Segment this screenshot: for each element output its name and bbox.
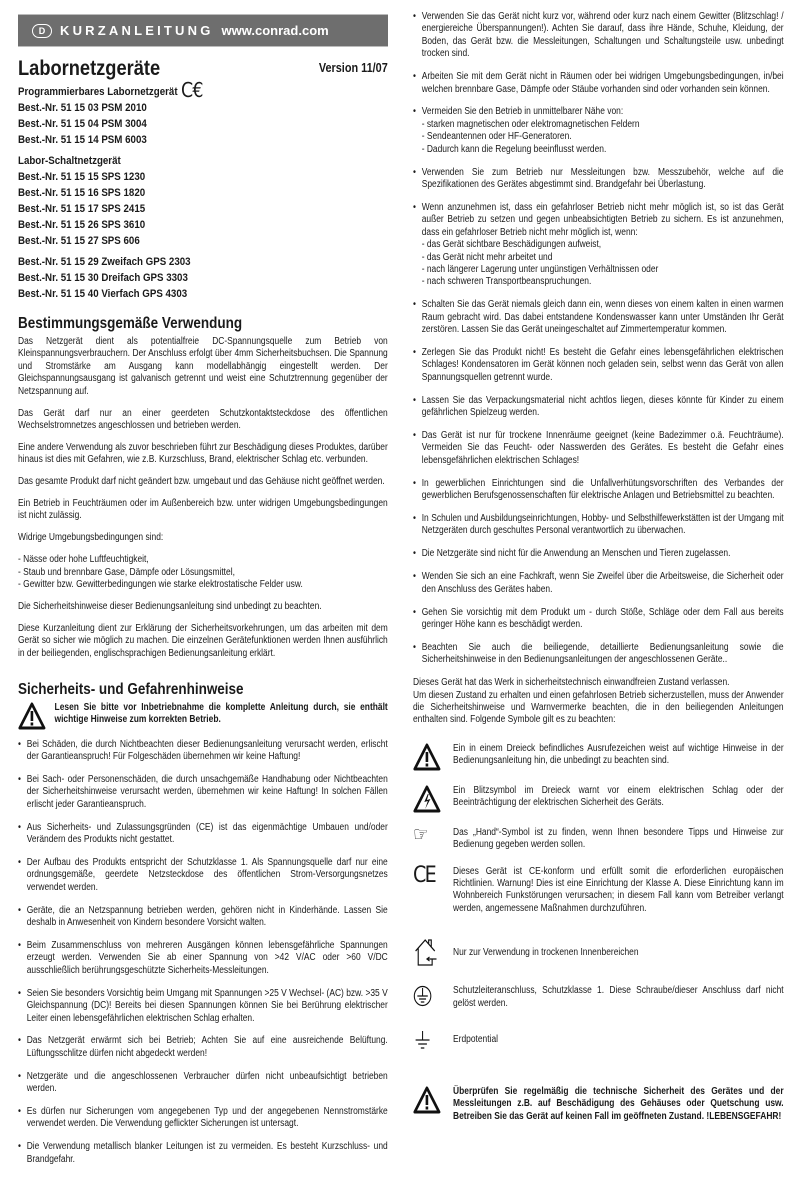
indoor-house-icon bbox=[413, 937, 439, 967]
safety-bullet: • Die Netzgeräte sind nicht für die Anwendung an Menschen und Tieren zugelassen. bbox=[413, 548, 784, 560]
closing-text: Dieses Gerät hat das Werk in sicherheitstechnisch einwandfreien Zustand verlassen. Um diesen Zustand zu erhalten und einen gefahrlosen Betrieb sicherzustellen, muss der Anwender die Sicherheitshinweise und Warnvermerke beachten, die in den beiliegenden Anleitungen enthalten sind. Folgende Symbole gilt es zu beachten: bbox=[413, 677, 784, 726]
header-url: www.conrad.com bbox=[221, 23, 329, 38]
paragraph: Widrige Umgebungsbedingungen sind: bbox=[18, 532, 164, 544]
safety-bullet: • Vermeiden Sie den Betrieb in unmittelbarer Nähe von: - starken magnetischen oder elektromagnetischen Feldern - Sendeantennen oder HF-Generatoren. - Dadurch kann die Regelung beeinflusst werden. bbox=[413, 106, 784, 156]
product-number: Best.-Nr. 51 15 26 SPS 3610 bbox=[18, 219, 146, 231]
safety-bullet: • Gehen Sie vorsichtig mit dem Produkt um - durch Stöße, Schläge oder dem Fall aus bereits geringer Höhe kann es beschädigt werden. bbox=[413, 607, 784, 632]
product-number: Best.-Nr. 51 15 15 SPS 1230 bbox=[18, 171, 146, 183]
safety-bullet: • Lassen Sie das Verpackungsmaterial nicht achtlos liegen, dieses könnte für Kinder zu einem gefährlichen Spielzeug werden. bbox=[413, 395, 784, 420]
symbol-description: Dieses Gerät ist CE-konform und erfüllt somit die erforderlichen europäischen Richtlinien. Warnung! Dies ist eine Einrichtung der Klasse A. Diese Einrichtung kann im Wohnbereich Funkstörungen verursachen; in diesem Fall kann vom Betreiber verlangt werden, angemessene Maßnahmen durchzuführen. bbox=[453, 865, 784, 914]
symbol-description: Erdpotential bbox=[453, 1034, 499, 1046]
exclamation-triangle-icon bbox=[413, 743, 441, 771]
section-heading-intended-use: Bestimmungsgemäße Verwendung bbox=[18, 315, 243, 332]
language-badge: D bbox=[32, 24, 52, 38]
safety-bullet: • Verwenden Sie das Gerät nicht kurz vor, während oder kurz nach einem Gewitter (Blitzschlag! / energiereiche Überspannungen!). Achten Sie darauf, dass ihre Hände, Schuhe, Kleidung, der Boden, das Gerät bzw. die Messleitungen, Schaltungen und Schaltungsteile usw. unbedingt trocken sind. bbox=[413, 11, 784, 61]
ce-mark-icon: CE bbox=[413, 862, 435, 888]
product-number: Best.-Nr. 51 15 30 Dreifach GPS 3303 bbox=[18, 272, 188, 284]
paragraph: Die Sicherheitshinweise dieser Bedienungsanleitung sind unbedingt zu beachten. bbox=[18, 601, 322, 612]
symbol-row-earth bbox=[413, 1030, 784, 1050]
product-number: Best.-Nr. 51 15 03 PSM 2010 bbox=[18, 102, 147, 114]
group2-title: Labor-Schaltnetzgerät bbox=[18, 155, 121, 167]
safety-bullet: • Bei Schäden, die durch Nichtbeachten dieser Bedienungsanleitung verursacht werden, erlischt der Garantieanspruch! Für Folgeschäden übernehmen wir keine Haftung! bbox=[18, 739, 388, 764]
symbol-description: Das „Hand“-Symbol ist zu finden, wenn Ihnen besondere Tipps und Hinweise zur Bedienung gegeben werden sollen. bbox=[453, 826, 784, 851]
paragraph: Das Gerät darf nur an einer geerdeten Schutzkontaktsteckdose des öffentlichen Wechselstromnetzes angeschlossen und betrieben werden. bbox=[18, 407, 388, 431]
paragraph: Das Netzgerät dient als potentialfreie DC-Spannungsquelle zum Betrieb von Kleinspannungsverbrauchern. Der Anschluss erfolgt über 4mm Sicherheitsbuchsen. Die Spannung und Stromstärke am Ausgang kann modellabhängig eingestellt werden. Der Gleichspannungsausgang ist galvanisch getrennt und weist eine Schutztrennung gegenüber der Netzspannung auf. bbox=[18, 336, 388, 397]
safety-bullet: • In gewerblichen Einrichtungen sind die Unfallverhütungsvorschriften des Verbandes der gewerblichen Berufsgenossenschaften für elektrische Anlagen und Betriebsmittel zu beachten. bbox=[413, 478, 784, 503]
left-column bbox=[18, 56, 388, 1177]
safety-bullet: • Aus Sicherheits- und Zulassungsgründen (CE) ist das eigenmächtige Umbauen und/oder Verändern des Produkts nicht gestattet. bbox=[18, 822, 388, 847]
product-list bbox=[18, 78, 388, 302]
symbol-row-indoor bbox=[413, 937, 784, 967]
symbol-description: Ein in einem Dreieck befindliches Ausrufezeichen weist auf wichtige Hinweise in der Bedienungsanleitung hin, die unbedingt zu beachten sind. bbox=[453, 742, 784, 767]
ce-mark-icon: C€ bbox=[181, 78, 203, 102]
header-bar bbox=[18, 14, 388, 47]
product-number: Best.-Nr. 51 15 27 SPS 606 bbox=[18, 235, 140, 247]
symbol-row-lightning bbox=[413, 785, 784, 813]
version: Version 11/07 bbox=[318, 61, 388, 75]
product-number: Best.-Nr. 51 15 17 SPS 2415 bbox=[18, 203, 146, 215]
safety-bullet: • Bei Sach- oder Personenschäden, die durch unsachgemäße Handhabung oder Nichtbeachten der Sicherheitshinweise verursacht werden, übernehmen wir keine Haftung! In solchen Fällen erlischt jeder Garantieanspruch. bbox=[18, 774, 388, 811]
warning-triangle-icon bbox=[413, 1086, 441, 1114]
warning-triangle-icon bbox=[18, 702, 46, 730]
right-column bbox=[413, 11, 784, 1137]
symbol-description: Schutzleiteranschluss, Schutzklasse 1. Diese Schraube/dieser Anschluss darf nicht gelöst werden. bbox=[453, 985, 784, 1009]
lightning-triangle-icon bbox=[413, 785, 441, 813]
safety-bullet: • Wenn anzunehmen ist, dass ein gefahrloser Betrieb nicht mehr möglich ist, so ist das Gerät außer Betrieb zu setzen und gegen unbeabsichtigten Betrieb zu sichern. Es ist anzunehmen, dass ein gefahrloser Betrieb nicht mehr möglich ist, wenn: - das Gerät sichtbare Beschädigungen aufweist, - das Gerät nicht mehr arbeitet und - nach längerer Lagerung unter ungünstigen Verhältnissen oder - nach schweren Transportbeanspruchungen. bbox=[413, 202, 784, 289]
product-number: Best.-Nr. 51 15 16 SPS 1820 bbox=[18, 187, 146, 199]
section-heading-safety: Sicherheits- und Gefahrenhinweise bbox=[18, 680, 244, 698]
final-warning bbox=[413, 1086, 784, 1123]
safety-bullet: • Seien Sie besonders Vorsichtig beim Umgang mit Spannungen >25 V Wechsel- (AC) bzw. >35 V Gleichspannung (DC)! Bereits bei diesen Spannungen können Sie bei Berührung elektrischer Leiter einen lebensgefährlichen elektrischen Schlag erhalten. bbox=[18, 988, 388, 1025]
safety-bullet: • Es dürfen nur Sicherungen vom angegebenen Typ und der angegebenen Nennstromstärke verwendet werden. Die Verwendung geflickter Sicherungen ist untersagt. bbox=[18, 1106, 388, 1131]
page-title: Labornetzgeräte bbox=[18, 57, 161, 80]
hand-pointer-icon: ☞ bbox=[413, 821, 429, 846]
condition-item: - Nässe oder hohe Luftfeuchtigkeit, bbox=[18, 554, 149, 566]
safety-bullet: • Schalten Sie das Gerät niemals gleich dann ein, wenn dieses von einem kalten in einen warmen Raum gebracht wird. Das dabei entstandene Kondenswasser kann unter Umständen Ihr Gerät zerstören. Lassen Sie das Gerät uneingeschaltet auf Zimmertemperatur kommen. bbox=[413, 299, 784, 336]
warning-text: Lesen Sie bitte vor Inbetriebnahme die komplette Anleitung durch, sie enthält wichtige Hinweise zum korrekten Betrieb. bbox=[54, 701, 388, 726]
symbol-row-exclamation bbox=[413, 743, 784, 771]
paragraph: Das gesamte Produkt darf nicht geändert bzw. umgebaut und das Gehäuse nicht geöffnet werden. bbox=[18, 476, 385, 488]
product-number: Best.-Nr. 51 15 14 PSM 6003 bbox=[18, 134, 147, 146]
safety-bullet: • Wenden Sie sich an eine Fachkraft, wenn Sie Zweifel über die Arbeitsweise, die Sicherheit oder den Anschluss des Gerätes haben. bbox=[413, 571, 784, 596]
product-number: Best.-Nr. 51 15 40 Vierfach GPS 4303 bbox=[18, 288, 188, 300]
safety-bullet: • Arbeiten Sie mit dem Gerät nicht in Räumen oder bei widrigen Umgebungsbedingungen, in/bei welchen brennbare Gase, Dämpfe oder Stäube vorhanden sind oder vorhanden sein können. bbox=[413, 71, 784, 96]
product-number: Best.-Nr. 51 15 04 PSM 3004 bbox=[18, 118, 147, 130]
safety-bullet: • Geräte, die an Netzspannung betrieben werden, gehören nicht in Kinderhände. Lassen Sie deshalb in Anwesenheit von Kindern besondere Vorsicht walten. bbox=[18, 905, 388, 930]
protective-earth-icon bbox=[413, 985, 432, 1007]
safety-bullet: • Beim Zusammenschluss von mehreren Ausgängen können lebensgefährliche Spannungen erzeugt werden. Verwenden Sie ab einer Spannung von >42 V/AC oder >60 V/DC ausschließlich berührungsgeschützte Sicherheits-Messleitungen. bbox=[18, 940, 388, 977]
paragraph: Diese Kurzanleitung dient zur Erklärung der Sicherheitsvorkehrungen, um das arbeiten mit dem Gerät so sicher wie möglich zu machen. Die einzelnen Gerätefunktionen werden Ihnen ausführlich in der beiliegenden, englischsprachigen Bedienungsanleitung erklärt. bbox=[18, 622, 388, 659]
condition-item: - Staub und brennbare Gase, Dämpfe oder Lösungsmittel, bbox=[18, 566, 235, 578]
final-warning-text: Überprüfen Sie regelmäßig die technische Sicherheit des Gerätes und der Messleitungen z.B. auf Beschädigung des Gehäuses oder Quetschung usw. Betreiben Sie das Gerät auf keinen Fall im geöffneten Zustand. !LEBENSGEFAHR! bbox=[453, 1086, 784, 1122]
symbol-row-hand bbox=[413, 821, 784, 852]
condition-item: - Gewitter bzw. Gewitterbedingungen wie starke elektrostatische Felder usw. bbox=[18, 579, 303, 591]
safety-bullet: • Beachten Sie auch die beiliegende, detaillierte Bedienungsanleitung sowie die Sicherheitshinweise in den Bedienungsanleitungen der angeschlossenen Geräte.. bbox=[413, 642, 784, 667]
safety-bullet: • In Schulen und Ausbildungseinrichtungen, Hobby- und Selbsthilfewerkstätten ist der Umgang mit Netzgeräten durch geschultes Personal verantwortlich zu überwachen. bbox=[413, 513, 784, 538]
symbol-description: Ein Blitzsymbol im Dreieck warnt vor einem elektrischen Schlag oder der Beeinträchtigung der elektrischen Sicherheit des Geräts. bbox=[453, 784, 784, 809]
symbol-description: Nur zur Verwendung in trockenen Innenbereichen bbox=[453, 947, 639, 959]
header-label: KURZANLEITUNG bbox=[60, 23, 214, 38]
paragraph: Eine andere Verwendung als zuvor beschrieben führt zur Beschädigung dieses Produktes, darüber hinaus ist dies mit Gefahren, wie z.B. Kurzschluss, Brand, elektrischer Schlag etc. verbunden. bbox=[18, 441, 388, 466]
symbol-row-ce bbox=[413, 862, 784, 916]
product-number: Best.-Nr. 51 15 29 Zweifach GPS 2303 bbox=[18, 256, 191, 268]
warning-box bbox=[18, 702, 388, 730]
safety-bullet: • Das Netzgerät erwärmt sich bei Betrieb; Achten Sie auf eine ausreichende Belüftung. Lüftungsschlitze dürfen nicht abgedeckt werden! bbox=[18, 1035, 388, 1060]
group1-title: Programmierbares Labornetzgerät bbox=[18, 86, 178, 98]
symbol-row-protective-earth bbox=[413, 985, 784, 1010]
safety-bullet: • Zerlegen Sie das Produkt nicht! Es besteht die Gefahr eines lebensgefährlichen elektrischen Schlages! Kondensatoren im Gerät können noch geladen sein, selbst wenn das Gerät von allen Spannungsquellen getrennt wurde. bbox=[413, 347, 784, 384]
safety-bullet: • Die Verwendung metallisch blanker Leitungen ist zu vermeiden. Es besteht Kurzschluss- und Brandgefahr. bbox=[18, 1141, 388, 1166]
paragraph: Ein Betrieb in Feuchträumen oder im Außenbereich bzw. unter widrigen Umgebungsbedingungen ist nicht zulässig. bbox=[18, 498, 388, 522]
safety-bullet: • Der Aufbau des Produkts entspricht der Schutzklasse 1. Als Spannungsquelle darf nur eine ordnungsgemäße, geerdete Netzsteckdose des öffentlichen Strom-Versorgungsnetzes verwendet werden. bbox=[18, 857, 388, 894]
safety-bullet: • Netzgeräte und die angeschlossenen Verbraucher dürfen nicht unbeaufsichtigt betrieben werden. bbox=[18, 1071, 388, 1096]
earth-ground-icon bbox=[413, 1030, 432, 1050]
safety-bullet: • Das Gerät ist nur für trockene Innenräume geeignet (keine Badezimmer o.ä. Feuchträume). Vermeiden Sie das Feucht- oder Nasswerden des Gerätes. Es besteht die Gefahr eines lebensgefährlichen elektrischen Schlages! bbox=[413, 430, 784, 467]
safety-bullet: • Verwenden Sie zum Betrieb nur Messleitungen bzw. Messzubehör, welche auf die Spezifikationen des Gerätes abgestimmt sind. Brandgefahr bei Überlastung. bbox=[413, 167, 784, 192]
